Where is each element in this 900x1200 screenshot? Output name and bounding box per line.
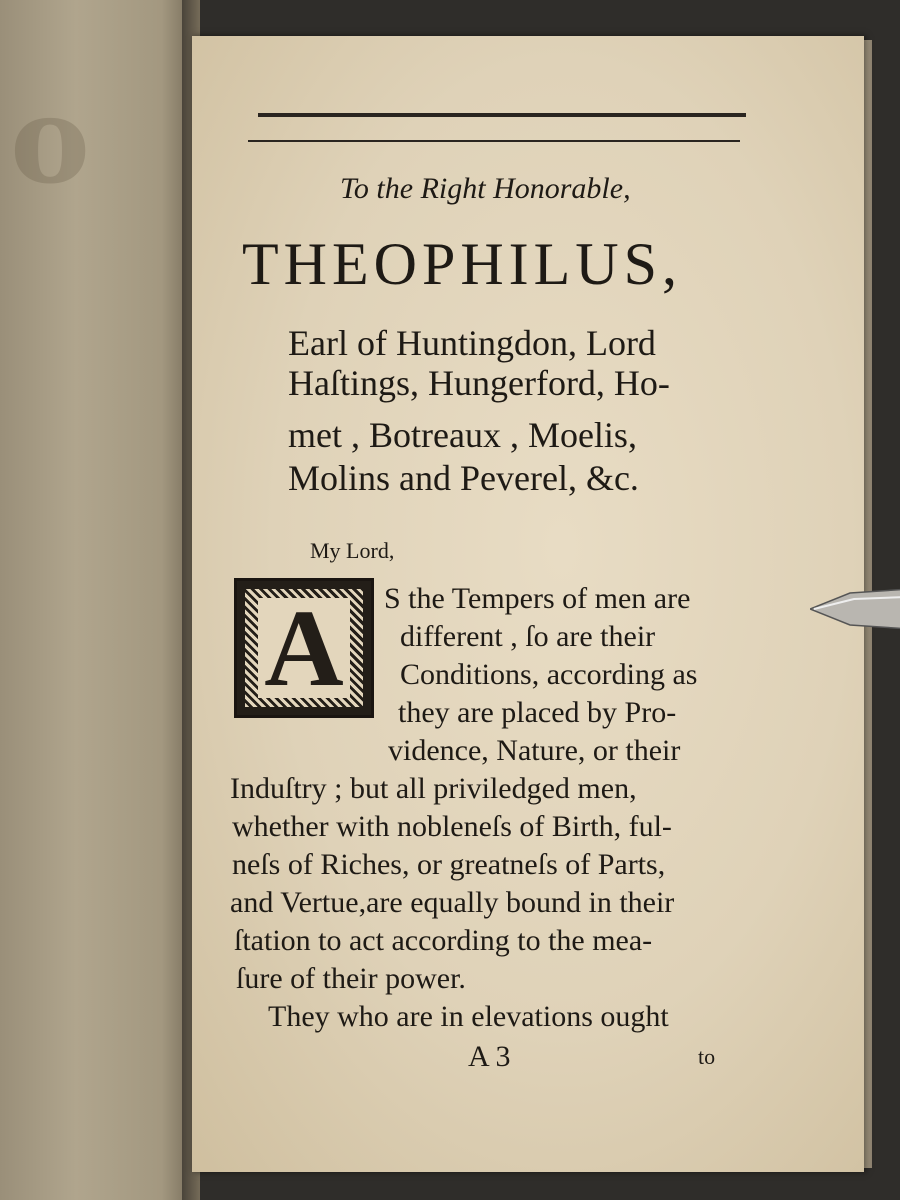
body-line: Induſtry ; but all priviledged men, xyxy=(230,772,637,805)
header-rule-top xyxy=(258,113,746,117)
bookmark-pointer-icon xyxy=(810,585,900,633)
body-line: ſtation to act according to the mea- xyxy=(234,924,653,957)
body-line: different , ſo are their xyxy=(400,620,656,653)
body-line: vidence, Nature, or their xyxy=(388,734,681,767)
dedicatee-name: THEOPHILUS, xyxy=(242,231,682,297)
body-line: they are placed by Pro- xyxy=(398,696,677,729)
left-page xyxy=(0,0,190,1200)
title-line: Earl of Huntingdon, Lord xyxy=(288,323,656,363)
body-line: They who are in elevations ought xyxy=(268,1000,669,1033)
dedication-line: To the Right Honorable, xyxy=(340,172,631,205)
bleed-through-mark: o xyxy=(10,70,91,211)
signature-mark: A 3 xyxy=(468,1040,511,1073)
body-line: and Vertue,are equally bound in their xyxy=(230,886,675,919)
title-line: Haſtings, Hungerford, Ho- xyxy=(288,363,670,403)
body-line: ſure of their power. xyxy=(236,962,466,995)
title-line: Molins and Peverel, &c. xyxy=(288,458,639,498)
header-rule-bottom xyxy=(248,140,740,142)
body-line: Conditions, according as xyxy=(400,658,698,691)
body-line: neſs of Riches, or greatneſs of Parts, xyxy=(232,848,666,881)
initial-letter: A xyxy=(258,598,349,698)
decorated-initial xyxy=(234,578,374,718)
body-line: S the Tempers of men are xyxy=(384,582,691,615)
salutation: My Lord, xyxy=(310,538,395,563)
catchword: to xyxy=(698,1044,716,1069)
body-line: whether with nobleneſs of Birth, ful- xyxy=(232,810,672,843)
title-line: met , Botreaux , Moelis, xyxy=(288,415,637,455)
